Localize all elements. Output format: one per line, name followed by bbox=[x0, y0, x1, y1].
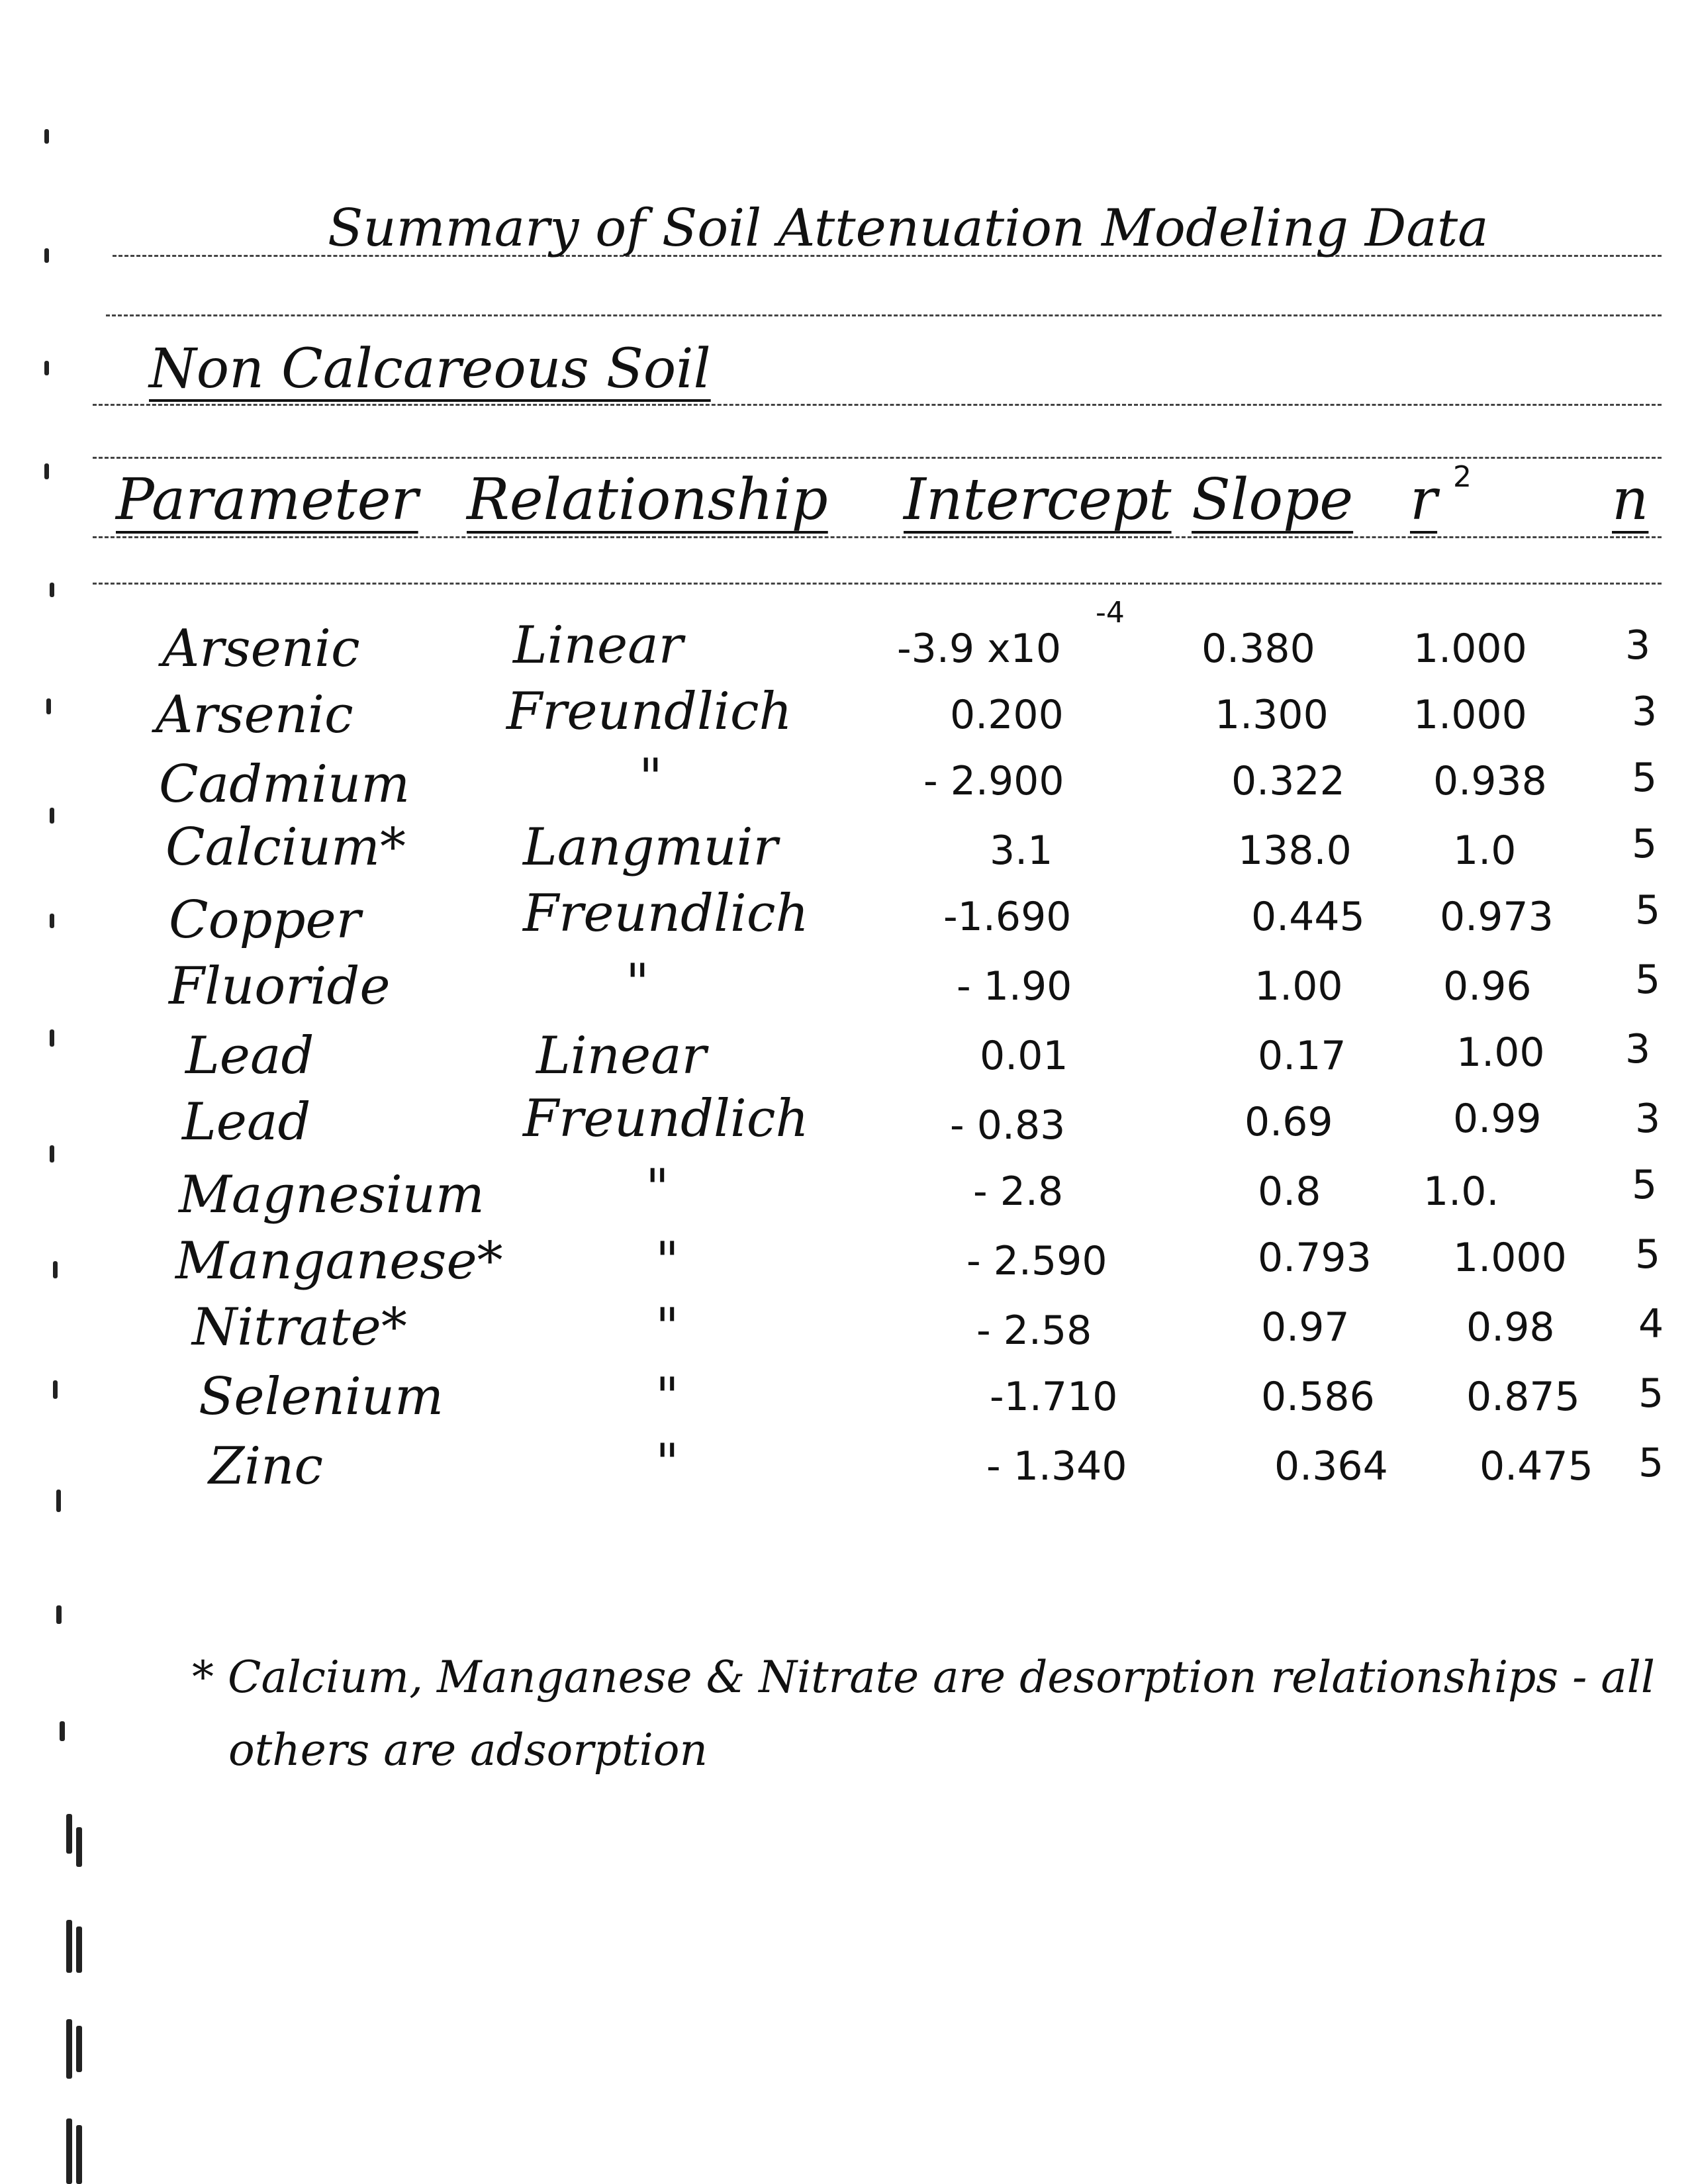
cell-parameter: Magnesium bbox=[179, 1165, 485, 1225]
ruled-line bbox=[106, 314, 1662, 316]
cell-intercept: - 1.90 bbox=[957, 963, 1072, 1010]
cell-relationship: Langmuir bbox=[523, 818, 778, 877]
cell-relationship: " bbox=[655, 1433, 679, 1493]
cell-relationship: Linear bbox=[513, 616, 683, 675]
cell-relationship: Freundlich bbox=[523, 884, 809, 943]
cell-intercept: - 2.58 bbox=[976, 1307, 1092, 1354]
cell-n: 5 bbox=[1632, 1162, 1658, 1208]
cell-r2: 0.98 bbox=[1466, 1304, 1555, 1351]
cell-n: 3 bbox=[1625, 1026, 1651, 1072]
cell-intercept: - 1.340 bbox=[986, 1443, 1127, 1490]
cell-r2: 1.00 bbox=[1456, 1029, 1545, 1076]
cell-slope: 0.8 bbox=[1258, 1168, 1321, 1215]
cell-relationship: Freundlich bbox=[506, 682, 792, 741]
cell-n: 5 bbox=[1635, 1231, 1661, 1278]
cell-n: 5 bbox=[1632, 755, 1658, 801]
cell-r2: 0.938 bbox=[1433, 758, 1547, 804]
cell-n: 5 bbox=[1635, 887, 1661, 933]
cell-slope: 0.586 bbox=[1261, 1374, 1375, 1420]
cell-parameter: Zinc bbox=[209, 1437, 324, 1496]
cell-parameter: Arsenic bbox=[162, 619, 360, 679]
cell-r2: 1.0. bbox=[1423, 1168, 1499, 1215]
ruled-line bbox=[93, 536, 1662, 538]
cell-slope: 0.380 bbox=[1201, 626, 1315, 672]
cell-slope: 0.793 bbox=[1258, 1235, 1372, 1281]
column-header-slope: Slope bbox=[1192, 467, 1354, 533]
footnote-line-2: others are adsorption bbox=[228, 1725, 708, 1776]
cell-slope: 0.97 bbox=[1261, 1304, 1350, 1351]
page-title: Summary of Soil Attenuation Modeling Data bbox=[328, 199, 1489, 258]
cell-intercept: - 2.900 bbox=[923, 758, 1064, 804]
cell-n: 5 bbox=[1635, 957, 1661, 1003]
cell-parameter: Calcium* bbox=[165, 818, 406, 877]
column-header-n: n bbox=[1612, 467, 1649, 533]
column-header-intercept: Intercept bbox=[904, 467, 1172, 533]
column-header-relationship: Relationship bbox=[467, 467, 828, 533]
cell-slope: 1.00 bbox=[1254, 963, 1343, 1010]
cell-parameter: Lead bbox=[185, 1026, 314, 1086]
cell-intercept: - 2.8 bbox=[973, 1168, 1064, 1215]
cell-relationship: " bbox=[655, 1298, 679, 1357]
cell-slope: 0.445 bbox=[1251, 894, 1365, 940]
ruled-line bbox=[93, 457, 1662, 459]
cell-relationship: " bbox=[626, 953, 649, 1013]
column-header-parameter: Parameter bbox=[116, 467, 418, 533]
cell-intercept: -3.9 x10 bbox=[897, 626, 1061, 672]
cell-intercept: 0.200 bbox=[950, 692, 1064, 738]
cell-intercept: - 2.590 bbox=[966, 1238, 1107, 1284]
cell-r2: 1.000 bbox=[1413, 626, 1527, 672]
ruled-line bbox=[93, 583, 1662, 585]
cell-slope: 0.69 bbox=[1245, 1099, 1333, 1145]
cell-r2: 0.475 bbox=[1480, 1443, 1593, 1490]
cell-relationship: Linear bbox=[536, 1026, 706, 1086]
cell-n: 5 bbox=[1632, 821, 1658, 867]
cell-relationship: Freundlich bbox=[523, 1089, 809, 1149]
cell-slope: 0.322 bbox=[1231, 758, 1345, 804]
cell-slope: 1.300 bbox=[1215, 692, 1329, 738]
intercept-exponent: -4 bbox=[1096, 596, 1125, 630]
cell-intercept: - 0.83 bbox=[950, 1102, 1066, 1149]
cell-intercept: -1.710 bbox=[990, 1374, 1118, 1420]
column-header-r2-superscript: 2 bbox=[1453, 460, 1472, 494]
cell-r2: 0.99 bbox=[1453, 1096, 1542, 1142]
cell-n: 3 bbox=[1635, 1096, 1661, 1142]
cell-parameter: Lead bbox=[182, 1092, 311, 1152]
cell-n: 3 bbox=[1625, 622, 1651, 669]
cell-relationship: " bbox=[639, 748, 663, 808]
binder-margin-marks bbox=[36, 0, 116, 2184]
cell-parameter: Cadmium bbox=[159, 755, 410, 814]
cell-parameter: Selenium bbox=[199, 1367, 444, 1427]
ruled-line bbox=[93, 404, 1662, 406]
cell-slope: 138.0 bbox=[1238, 828, 1352, 874]
cell-intercept: -1.690 bbox=[943, 894, 1072, 940]
cell-r2: 1.0 bbox=[1453, 828, 1517, 874]
cell-n: 4 bbox=[1638, 1301, 1664, 1347]
cell-n: 5 bbox=[1638, 1440, 1664, 1486]
footnote-line-1: * Calcium, Manganese & Nitrate are desorption relationships - all bbox=[192, 1652, 1656, 1703]
cell-intercept: 3.1 bbox=[990, 828, 1053, 874]
cell-slope: 0.364 bbox=[1274, 1443, 1388, 1490]
cell-r2: 1.000 bbox=[1413, 692, 1527, 738]
cell-slope: 0.17 bbox=[1258, 1033, 1346, 1079]
cell-n: 3 bbox=[1632, 688, 1658, 735]
cell-parameter: Fluoride bbox=[169, 957, 391, 1016]
cell-relationship: " bbox=[655, 1367, 679, 1427]
cell-r2: 0.875 bbox=[1466, 1374, 1580, 1420]
cell-relationship: " bbox=[655, 1231, 679, 1291]
cell-relationship: " bbox=[645, 1159, 669, 1218]
cell-parameter: Manganese* bbox=[175, 1231, 503, 1291]
section-heading: Non Calcareous Soil bbox=[149, 338, 711, 401]
cell-parameter: Arsenic bbox=[156, 685, 353, 745]
column-header-r2: r bbox=[1410, 467, 1438, 533]
cell-intercept: 0.01 bbox=[980, 1033, 1068, 1079]
cell-r2: 1.000 bbox=[1453, 1235, 1567, 1281]
cell-parameter: Copper bbox=[169, 890, 361, 950]
cell-parameter: Nitrate* bbox=[192, 1298, 407, 1357]
cell-r2: 0.973 bbox=[1440, 894, 1554, 940]
cell-r2: 0.96 bbox=[1443, 963, 1532, 1010]
cell-n: 5 bbox=[1638, 1370, 1664, 1417]
